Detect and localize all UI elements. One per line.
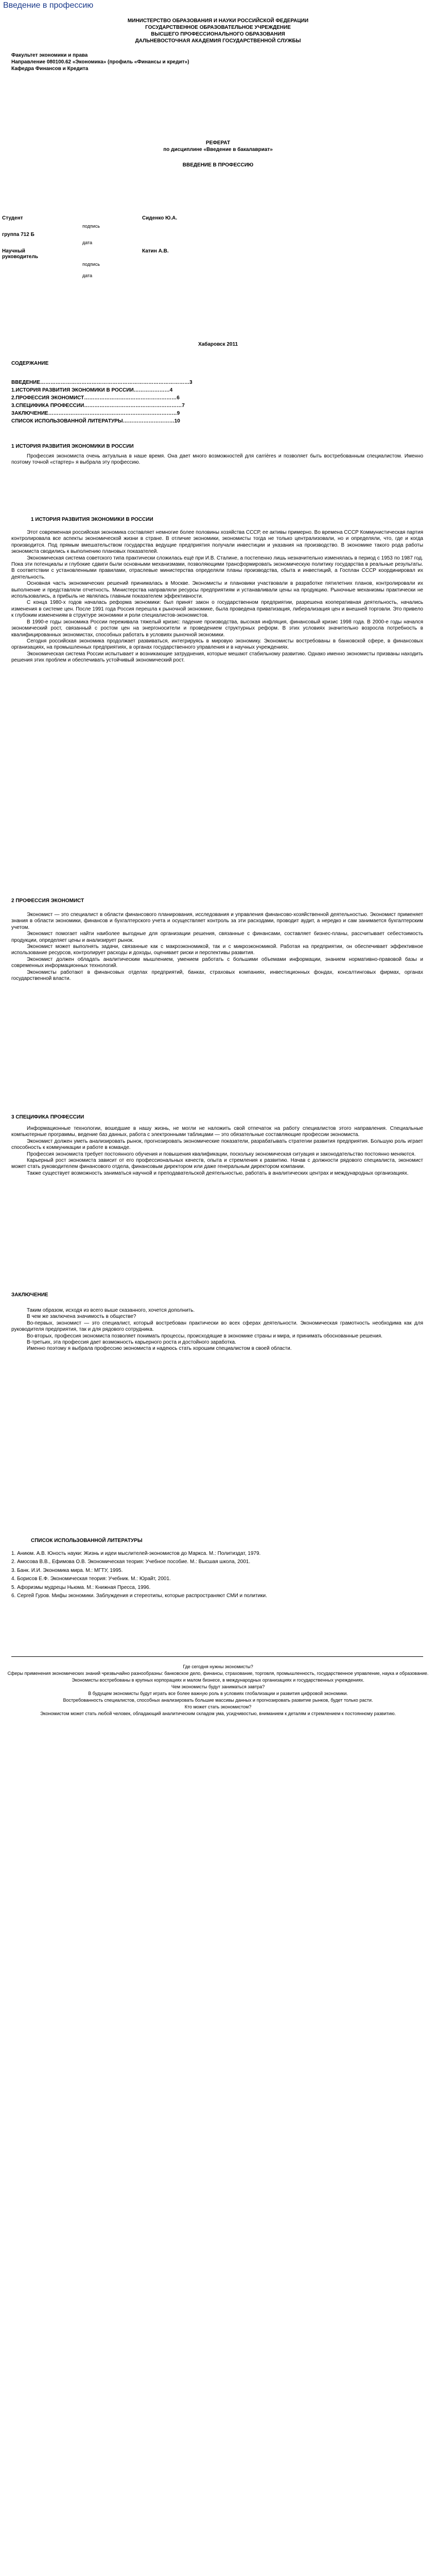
topic-title: ВВЕДЕНИЕ В ПРОФЕССИЮ bbox=[182, 162, 254, 168]
toc-item-conclusion: ЗАКЛЮЧЕНИЕ…………………………………………………………………9 bbox=[11, 411, 180, 416]
references-heading: СПИСОК ИСПОЛЬЗОВАННОЙ ЛИТЕРАТУРЫ bbox=[31, 1538, 143, 1544]
paragraph: Экономист может выполнять задачи, связанные как с макроэкономикой, так и с микроэкономикой. Работая на предприятии, он обеспечивает эффективное использование ресурсов, контролирует расходы и доходы, оценивает риски и перспективы развития. bbox=[11, 944, 423, 956]
references-list bbox=[11, 1551, 423, 1601]
education-line: ВЫСШЕГО ПРОФЕССИОНАЛЬНОГО ОБРАЗОВАНИЯ bbox=[151, 31, 285, 37]
paragraph: Экономист должен уметь анализировать рынок, прогнозировать экономические показатели, разрабатывать стратегии развития предприятия. Большую роль играет способность к коммуникации и работе в команде. bbox=[11, 1138, 423, 1151]
intro-text bbox=[11, 453, 423, 466]
intro-heading: 1 ИСТОРИЯ РАЗВИТИЯ ЭКОНОМИКИ В РОССИИ bbox=[11, 444, 134, 449]
city-year: Хабаровск 2011 bbox=[198, 342, 238, 347]
paragraph: Экономист должен обладать аналитическим мышлением, умением работать с большими объемами информации, знанием нормативно-правовой базы и современных информационных технологий. bbox=[11, 956, 423, 969]
separator bbox=[11, 1656, 423, 1657]
paragraph: Экономист помогает найти наиболее выгодные для организации решения, связанные с финансами, составляет бизнес-планы, рассчитывает себестоимость продукции, определяет цены и анализирует рынок. bbox=[11, 931, 423, 943]
section-1-text bbox=[11, 530, 423, 664]
faculty-line: Факультет экономики и права bbox=[11, 53, 88, 58]
reference-item: 5. Афоризмы мудрецы Ньюма. М.: Книжная Пресса, 1996. bbox=[11, 1584, 151, 1590]
section-2-text bbox=[11, 912, 423, 982]
info-line: Чем экономисты будут заниматься завтра? bbox=[171, 1684, 265, 1689]
paragraph: Карьерный рост экономиста зависит от его профессиональных качеств, опыта и стремления к развитию. Начав с должности рядового специалиста, экономист может стать руководителем финансового отдела, финансовым директором или даже генеральным директором компании. bbox=[11, 1158, 423, 1170]
paragraph: Экономическая система России испытывает и возникающие затруднения, которые мешают стабильному развитию. Однако именно экономисты призваны находить решения этих проблем и обеспечивать устойчивый экономический рост. bbox=[11, 651, 423, 664]
direction-line: Направление 080100.62 «Экономика» (профиль «Финансы и кредит») bbox=[11, 59, 189, 65]
conclusion-heading: ЗАКЛЮЧЕНИЕ bbox=[11, 1292, 48, 1298]
info-line: Сферы применения экономических знаний чрезвычайно разнообразны: банковское дело, финансы, страхование, торговля, промышленность, государственное управление, наука и образование. bbox=[7, 1671, 429, 1676]
reference-item: 3. Банк. И.И. Экономика мира. М.: МГТУ, 1995. bbox=[11, 1567, 123, 1573]
paragraph: Профессия экономиста требует постоянного обучения и повышения квалификации, поскольку экономическая ситуация и законодательство постоянно меняются. bbox=[27, 1151, 416, 1157]
paragraph: В-третьих, эта профессия дает возможность карьерного роста и достойного заработка. bbox=[27, 1340, 236, 1346]
info-line: В будущем экономисты будут играть все более важную роль в условиях глобализации и развития цифровой экономики. bbox=[88, 1691, 348, 1696]
paragraph: Таким образом, исходя из всего выше сказанного, хочется дополнить. bbox=[27, 1308, 195, 1313]
paragraph: Во-первых, экономист — это специалист, который востребован практически во всех сферах деятельности. Экономическая грамотность необходима как для руководителя предприятия, так и для рядового сотрудника. bbox=[11, 1320, 423, 1333]
toc-item-intro: ВВЕДЕНИЕ……………………………………………………………………………3 bbox=[11, 380, 193, 385]
supervisor-date-hint: дата bbox=[82, 273, 93, 278]
paragraph: Во-вторых, профессия экономиста позволяет понимать процессы, происходящие в экономике страны и мира, и принимать обоснованные решения. bbox=[27, 1333, 382, 1339]
paragraph: С конца 1980-х годов началась реформа экономики: был принят закон о государственном предприятии, разрешена кооперативная деятельность, начались изменения в системе цен. После 1991 года Россия перешла к рыночной экономике, была проведена приватизация, либерализация цен и внешней торговли. Это привело к глубоким изменениям в структуре экономики и роли специалистов-экономистов. bbox=[11, 600, 423, 619]
paragraph: В 1990-е годы экономика России переживала тяжелый кризис: падение производства, высокая инфляция, финансовый кризис 1998 года. В 2000-е годы начался экономический рост, связанный с ростом цен на энергоносители и проведением структурных реформ. В этих условиях значительно возросла потребность в квалифицированных экономистах, способных работать в условиях рыночной экономики. bbox=[11, 619, 423, 638]
department-line: Кафедра Финансов и Кредита bbox=[11, 66, 89, 72]
paragraph: Экономическая система советского типа практически сложилась ещё при И.В. Сталине, а постепенно лишь незначительно изменялась в период с 1953 по 1987 год. Пока эти потенциалы и глубокие сдвиги были основными механизмами, позволяющими трансформировать экономическую политику государства в реальные результаты. В соответствии с установленными правилами, отраслевые министерства определяли планы производства, сбыта и инвестиций, а Госплан СССР координировал их деятельность. bbox=[11, 555, 423, 580]
reference-item: 2. Амосова В.В., Ефимова О.В. Экономическая теория: Учебное пособие. М.: Высшая школа, 2001. bbox=[11, 1559, 251, 1565]
info-line: Где сегодня нужны экономисты? bbox=[183, 1664, 253, 1669]
toc-item-specifics: 3.СПЕЦИФИКА ПРОФЕССИИ…………………………………………………7 bbox=[11, 403, 185, 409]
student-label: Студент bbox=[2, 215, 23, 221]
paragraph: Экономисты работают в финансовых отделах предприятий, банках, страховых компаниях, инвестиционных фондах, консалтинговых фирмах, органах государственной власти. bbox=[11, 969, 423, 982]
student-name: Сиденко Ю.А. bbox=[142, 215, 178, 221]
reference-item: 1. Аниюм. А.В. Юность науки: Жизнь и идеи мыслителей-экономистов до Маркса. М.: Политиздат, 1979. bbox=[11, 1551, 261, 1556]
intro-paragraph: Профессия экономиста очень актуальна в наше время. Она дает много возможностей для carrières и позволяет быть востребованным специалистом. Именно поэтому точной «стартер» я выбрала эту профессию. bbox=[11, 453, 423, 466]
toc-item-references: СПИСОК ИСПОЛЬЗОВАННОЙ ЛИТЕРАТУРЫ…………………………10 bbox=[11, 418, 180, 424]
paragraph: Сегодня российская экономика продолжает развиваться, интегрируясь в мировую экономику. Экономисты востребованы в банковской сфере, в финансовых организациях, на промышленных предприятиях, в органах государственного управления и в научных учреждениях. bbox=[11, 638, 423, 651]
info-line: Кто может стать экономистом? bbox=[184, 1704, 252, 1709]
section-1-heading: 1 ИСТОРИЯ РАЗВИТИЯ ЭКОНОМИКИ В РОССИИ bbox=[31, 517, 153, 522]
info-line: Экономисты востребованы в крупных корпорациях и малом бизнесе, в международных организациях и государственных учреждениях. bbox=[72, 1677, 364, 1683]
info-line: Востребованность специалистов, способных анализировать большие массивы данных и прогнозировать развитие рынков, будет только расти. bbox=[63, 1698, 373, 1703]
paragraph: Именно поэтому я выбрала профессию экономиста и надеюсь стать хорошим специалистом в своей области. bbox=[27, 1346, 292, 1352]
ministry-line: МИНИСТЕРСТВО ОБРАЗОВАНИЯ И НАУКИ РОССИЙСКОЙ ФЕДЕРАЦИИ bbox=[127, 18, 309, 24]
paragraph: Этот современная российская экономика составляет немногие более половины хозяйства СССР, ее активы примерно. Во времена СССР Коммунистическая партия контролировала все аспекты экономической жизни в стране. В отличие экономики, экономисты тогда не только централизовали, но и определяли, что, где и когда производится. Под прямым вмешательством государства ведущие предприятия получали инвестиции и указания на производство. В экономике такого рода работы экономиста сводились к выполнению плановых показателей. bbox=[11, 530, 423, 555]
paragraph: В чем же заключена значимость в обществе? bbox=[27, 1314, 136, 1320]
discipline-line: по дисциплине «Введение в бакалавриат» bbox=[163, 147, 273, 152]
supervisor-signature-hint: подпись bbox=[82, 262, 100, 267]
reference-item: 4. Борисов Е.Ф. Экономическая теория: Учебник. М.: Юрайт, 2001. bbox=[11, 1576, 171, 1582]
academy-line: ДАЛЬНЕВОСТОЧНАЯ АКАДЕМИЯ ГОСУДАРСТВЕННОЙ СЛУЖБЫ bbox=[135, 38, 301, 44]
toc-item-history: 1.ИСТОРИЯ РАЗВИТИЯ ЭКОНОМИКИ В РОССИИ…………………4 bbox=[11, 387, 173, 393]
page-title: Введение в профессию bbox=[3, 1, 94, 10]
extra-info-block bbox=[0, 1664, 436, 1718]
paragraph: Основная часть экономических решений принималась в Москве. Экономисты и плановики участвовали в разработке пятилетних планов, контролировали их выполнение и представляли отчетность. Министерства направляли ресурсы предприятиям и устанавливали цены на продукцию. Рыночные механизмы практически не использовались, а прибыль не являлась главным показателем эффективности. bbox=[11, 581, 423, 600]
info-line: Экономистом может стать любой человек, обладающий аналитическим складом ума, усидчивостью, вниманием к деталям и стремлением к постоянному развитию. bbox=[40, 1711, 396, 1716]
paragraph: Экономист — это специалист в области финансового планирования, исследования и управления финансово-хозяйственной деятельностью. Экономист применяет знания в области экономики, финансов и бухгалтерского учета и осуществляет контроль за эти расходами, проводит аудит, а нередко и сам занимается бухгалтерским учетом. bbox=[11, 912, 423, 930]
paragraph: Информационные технологии, вошедшие в нашу жизнь, не могли не наложить свой отпечаток на работу специалистов этого направления. Специальные компьютерные программы, ведение баз данных, работа с электронными таблицами — это обязательные составляющие профессии экономиста. bbox=[11, 1126, 423, 1138]
reference-item: 6. Сергей Гуров. Мифы экономики. Заблуждения и стереотипы, которые распространяют СМИ и политики. bbox=[11, 1593, 267, 1599]
toc-heading: СОДЕРЖАНИЕ bbox=[11, 361, 49, 366]
institution-line: ГОСУДАРСТВЕННОЕ ОБРАЗОВАТЕЛЬНОЕ УЧРЕЖДЕНИЕ bbox=[145, 25, 291, 30]
paragraph: Также существует возможность заниматься научной и преподавательской деятельностью, работать в аналитических центрах и международных организациях. bbox=[27, 1170, 409, 1176]
section-2-heading: 2 ПРОФЕССИЯ ЭКОНОМИСТ bbox=[11, 898, 84, 904]
doc-type: РЕФЕРАТ bbox=[205, 140, 231, 146]
group-label: группа 712 Б bbox=[2, 232, 34, 238]
supervisor-name: Катин А.В. bbox=[142, 248, 169, 254]
section-3-heading: 3 СПЕЦИФИКА ПРОФЕССИИ bbox=[11, 1114, 84, 1120]
supervisor-label: Научный руководитель bbox=[2, 248, 38, 260]
section-3-text bbox=[11, 1126, 423, 1177]
conclusion-text bbox=[11, 1308, 423, 1352]
date-hint: дата bbox=[82, 240, 93, 245]
toc-item-profession: 2.ПРОФЕССИЯ ЭКОНОМИСТ………………………………………………6 bbox=[11, 395, 180, 401]
signature-hint: подпись bbox=[82, 224, 100, 229]
